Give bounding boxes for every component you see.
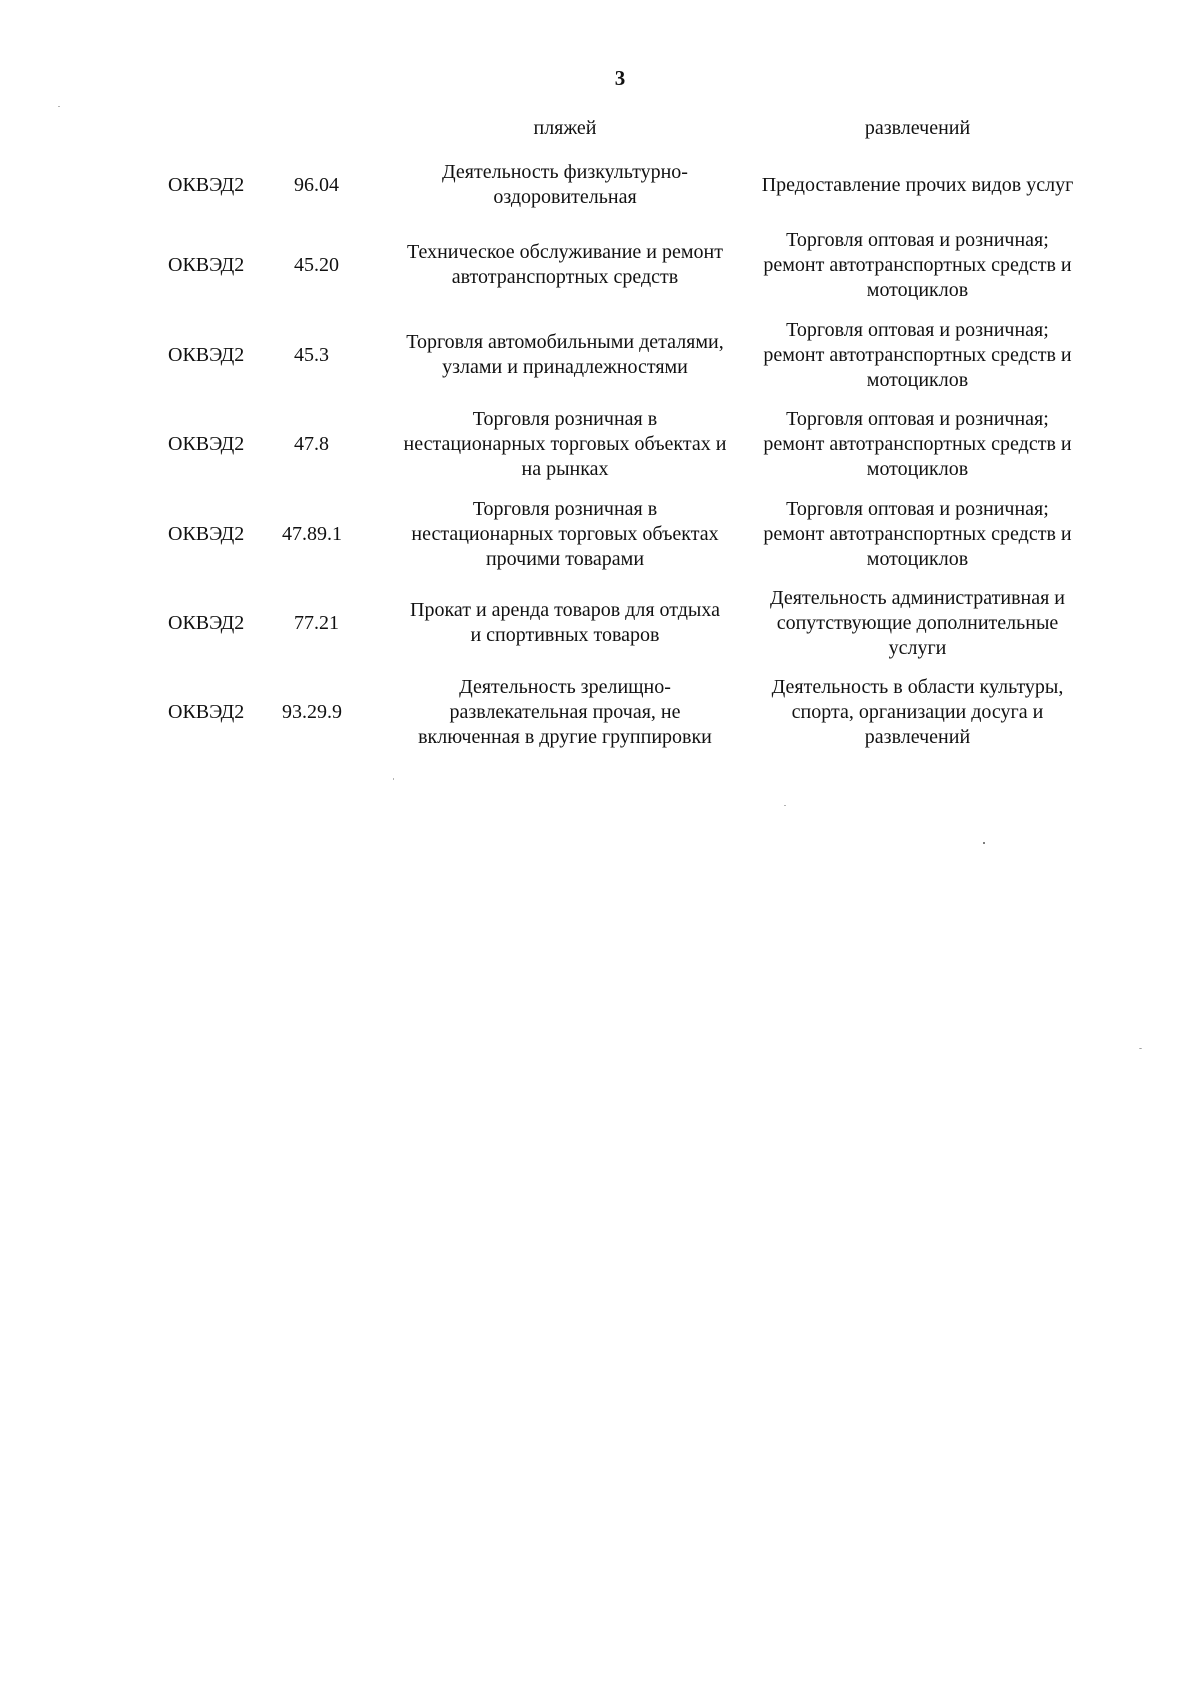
section-name: Торговля оптовая и розничная; ремонт автотранспортных средств и мотоциклов [763,497,1072,570]
activity-name: Торговля розничная в нестационарных торговых объектах и на рынках [403,407,727,480]
activity-name: Деятельность зрелищно- развлекательная прочая, не включенная в другие группировки [418,675,712,748]
activity-name-cell [389,316,741,394]
code-cell: 47.89.1 [282,522,342,545]
activity-name: Прокат и аренда товаров для отдыха и спортивных товаров [410,599,720,646]
section-cell [745,673,1090,751]
table-row [0,584,1200,662]
section-name: Деятельность административная и сопутствующие дополнительные услуги [769,586,1066,659]
scan-speck [784,805,786,806]
classifier-cell: ОКВЭД2 [168,173,245,196]
code-cell: 45.3 [294,343,329,366]
classifier-cell: ОКВЭД2 [168,432,245,455]
activity-name-cell [389,584,741,662]
classifier-cell: ОКВЭД2 [168,522,245,545]
section-cell [745,226,1090,304]
code-cell: 45.20 [294,253,339,276]
section-cell [745,158,1090,212]
classifier-cell: ОКВЭД2 [168,343,245,366]
code-cell: 47.8 [294,432,329,455]
section-cell [745,405,1090,483]
page-number: 3 [614,66,626,90]
activity-name-cell [389,226,741,304]
code-cell: 96.04 [294,173,339,196]
table-row [0,316,1200,394]
activity-name: Торговля розничная в нестационарных торговых объектах прочими товарами [411,497,719,570]
scan-speck [58,106,60,107]
table-row [0,495,1200,573]
table-row [0,226,1200,304]
table-row [0,158,1200,212]
activity-name-cell [389,495,741,573]
activity-name: Деятельность физкультурно- оздоровительная [442,161,688,208]
code-cell: 77.21 [294,611,339,634]
section-name: Торговля оптовая и розничная; ремонт автотранспортных средств и мотоциклов [763,407,1072,480]
scan-speck [983,842,985,844]
section-name: Торговля оптовая и розничная; ремонт автотранспортных средств и мотоциклов [763,228,1072,301]
section-cell [745,584,1090,662]
scan-speck [1139,1048,1142,1049]
classifier-cell: ОКВЭД2 [168,611,245,634]
section-name: Деятельность в области культуры, спорта, организации досуга и развлечений [771,675,1064,748]
classifier-cell: ОКВЭД2 [168,253,245,276]
activity-name-cell [389,405,741,483]
section-cell [745,316,1090,394]
activity-name: Техническое обслуживание и ремонт автотранспортных средств [407,241,723,288]
section-cell [745,495,1090,573]
activity-name-cell [389,673,741,751]
continued-section-cell: развлечений [864,117,971,139]
continued-name-cell: пляжей [533,117,597,139]
section-name: Торговля оптовая и розничная; ремонт автотранспортных средств и мотоциклов [763,318,1072,391]
code-cell: 93.29.9 [282,700,342,723]
section-name: Предоставление прочих видов услуг [761,173,1074,196]
classifier-cell: ОКВЭД2 [168,700,245,723]
table-row [0,673,1200,751]
activity-name: Торговля автомобильными деталями, узлами и принадлежностями [406,331,724,378]
scan-speck [393,778,394,780]
table-row [0,405,1200,483]
activity-name-cell [389,158,741,212]
